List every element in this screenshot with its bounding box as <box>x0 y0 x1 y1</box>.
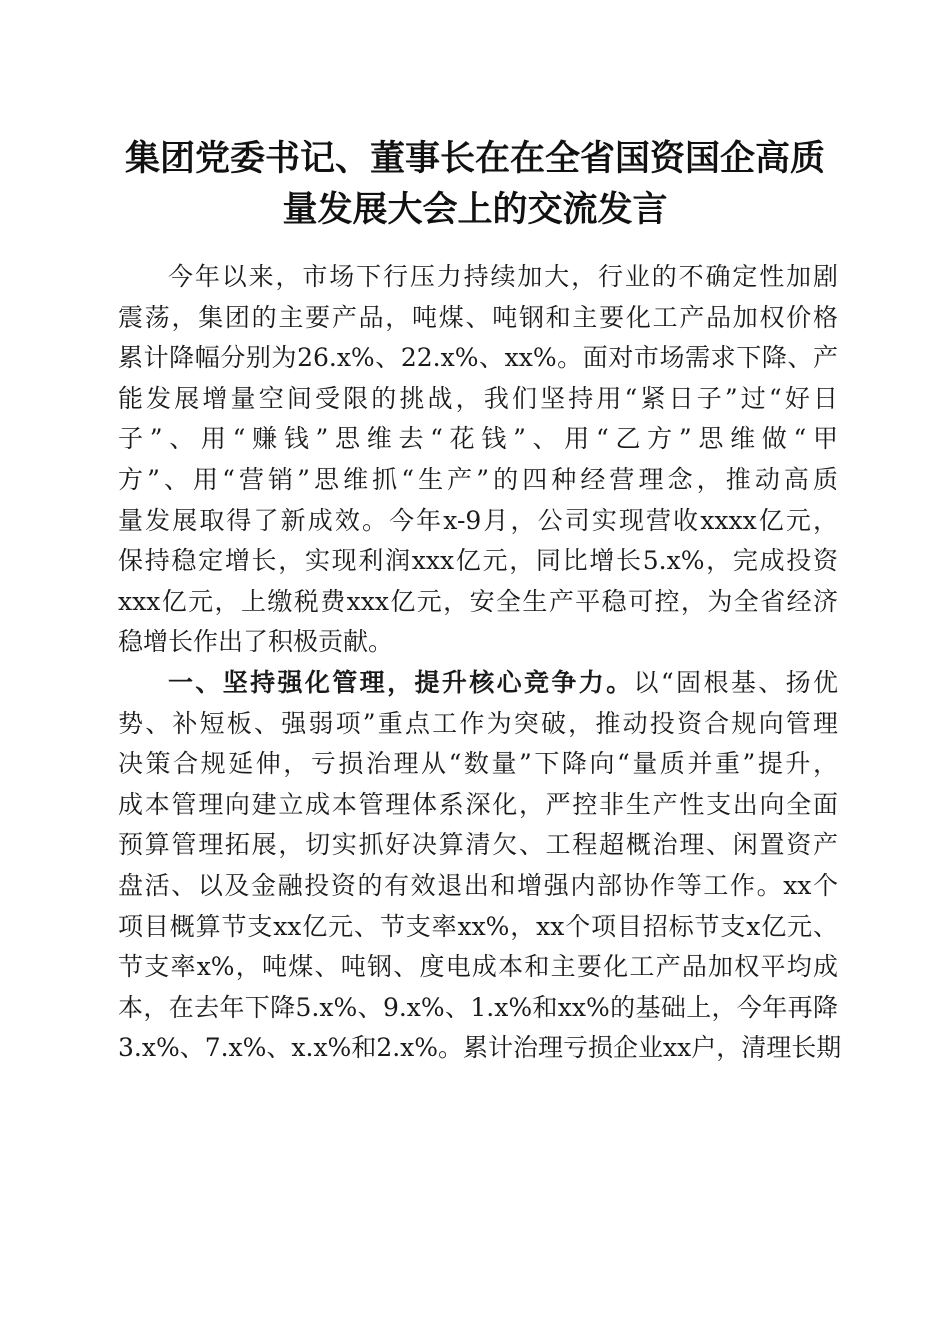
title-line: 量发展大会上的交流发言 <box>282 189 668 230</box>
text-line: xxx亿元，上缴税费xxx亿元，安全生产平稳可控，为全省经济 <box>118 586 838 616</box>
text-line: 累计降幅分别为26.x%、22.x%、xx%。面对市场需求下降、产 <box>118 343 838 373</box>
document-body <box>118 257 842 1069</box>
text-line: 盘活、以及金融投资的有效退出和增强内部协作等工作。xx个 <box>118 870 838 900</box>
title-line: 集团党委书记、董事长在在全省国资国企高质 <box>124 138 825 179</box>
text-line: 保持稳定增长，实现利润xxx亿元，同比增长5.x%，完成投资 <box>118 546 838 576</box>
text-line: 项目概算节支xx亿元、节支率xx%，xx个项目招标节支x亿元、 <box>118 911 838 941</box>
section-first-line-text: 以“固根基、扬优 <box>633 667 838 697</box>
text-line: 成本管理向建立成本管理体系深化，严控非生产性支出向全面 <box>118 789 838 819</box>
section-heading: 一、坚持强化管理，提升核心竞争力。 <box>168 667 634 697</box>
paragraph-intro <box>118 257 838 663</box>
text-line: 势、补短板、强弱项”重点工作为突破，推动投资合规向管理 <box>118 708 838 738</box>
document-title <box>100 133 850 235</box>
text-line: 预算管理拓展，切实抓好决算清欠、工程超概治理、闲置资产 <box>118 830 838 860</box>
text-line: 子”、用“赚钱”思维去“花钱”、用“乙方”思维做“甲 <box>118 424 838 454</box>
text-line: 稳增长作出了积极贡献。 <box>118 627 394 657</box>
text-line: 今年以来，市场下行压力持续加大，行业的不确定性加剧 <box>168 262 838 291</box>
text-line: 节支率x%，吨煤、吨钢、度电成本和主要化工产品加权平均成 <box>118 952 838 982</box>
text-line: 方”、用“营销”思维抓“生产”的四种经营理念，推动高质 <box>118 464 838 494</box>
section-first-line <box>118 663 838 704</box>
text-line: 震荡，集团的主要产品，吨煤、吨钢和主要化工产品加权价格 <box>118 302 838 332</box>
text-line: 决策合规延伸，亏损治理从“数量”下降向“量质并重”提升， <box>118 749 838 779</box>
paragraph-section-1 <box>118 663 842 1069</box>
text-line: 本，在去年下降5.x%、9.x%、1.x%和xx%的基础上，今年再降 <box>118 992 838 1022</box>
text-line: 能发展增量空间受限的挑战，我们坚持用“紧日子”过“好日 <box>118 383 838 413</box>
text-line: 量发展取得了新成效。今年x-9月，公司实现营收xxxx亿元， <box>118 505 838 535</box>
text-line: 3.x%、7.x%、x.x%和2.x%。累计治理亏损企业xx户，清理长期 <box>118 1033 842 1063</box>
